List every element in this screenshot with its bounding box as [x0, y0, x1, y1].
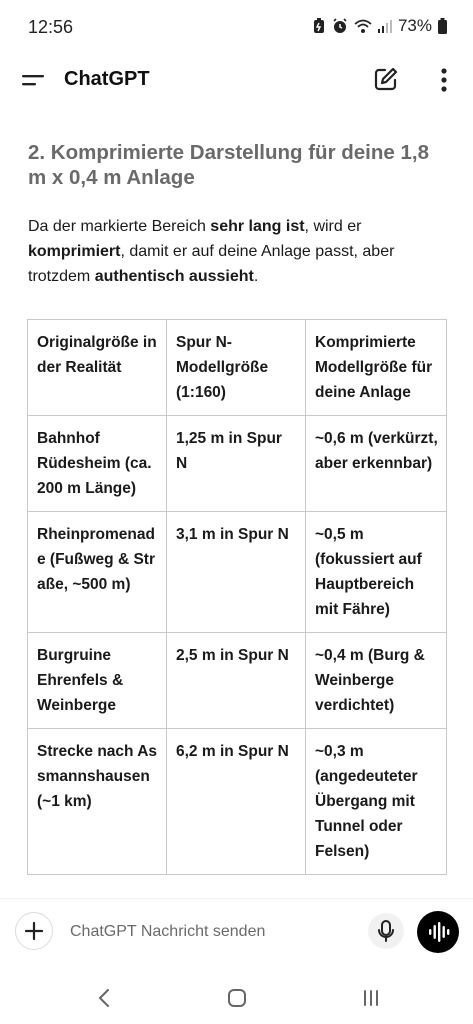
table-cell: ~0,5 m (fokussiert auf Hauptbereich mit Fähre)	[306, 512, 447, 633]
recent-apps-icon[interactable]	[360, 988, 382, 1008]
table-row	[28, 633, 447, 729]
attach-plus-button[interactable]	[15, 912, 53, 950]
intro-text-2: , wird er	[304, 218, 362, 235]
composer-bar	[0, 900, 473, 964]
table-cell: 6,2 m in Spur N	[167, 729, 306, 875]
table-cell: ~0,6 m (verkürzt, aber erkennbar)	[306, 416, 447, 512]
voice-mode-button[interactable]	[417, 911, 459, 953]
wifi-icon	[354, 18, 372, 34]
table-row	[28, 416, 447, 512]
status-icons	[312, 16, 447, 36]
table-cell: Strecke nach Assmannshausen (~1 km)	[28, 729, 167, 875]
system-navigation-bar	[0, 970, 473, 1024]
table-cell: 2,5 m in Spur N	[167, 633, 306, 729]
new-chat-edit-icon[interactable]	[373, 66, 399, 92]
table-cell: Burgruine Ehrenfels & Weinberge	[28, 633, 167, 729]
microphone-button[interactable]	[368, 913, 404, 949]
table-cell: ~0,3 m (angedeuteter Übergang mit Tunnel oder Felsen)	[306, 729, 447, 875]
table-header-row	[28, 320, 447, 416]
comparison-table	[27, 319, 447, 875]
message-content	[28, 140, 446, 305]
table-row	[28, 729, 447, 875]
table-cell: ~0,4 m (Burg & Weinberge verdichtet)	[306, 633, 447, 729]
status-time: 12:56	[28, 17, 74, 37]
table-cell: 1,25 m in Spur N	[167, 416, 306, 512]
menu-icon[interactable]	[22, 72, 46, 90]
table-row	[28, 512, 447, 633]
battery-saver-icon	[312, 18, 326, 34]
back-icon[interactable]	[96, 988, 112, 1008]
intro-bold-2: komprimiert	[28, 243, 121, 260]
intro-bold-3: authentisch aussieht	[94, 268, 254, 285]
intro-text-4: .	[253, 268, 259, 285]
message-input[interactable]	[68, 918, 352, 946]
intro-text-3: , damit er auf deine Anlage passt, aber trotzdem	[28, 243, 395, 285]
table-header-cell: Komprimierte Modellgröße für deine Anlage	[306, 320, 447, 416]
intro-paragraph	[28, 214, 446, 289]
table-header-cell: Originalgröße in der Realität	[28, 320, 167, 416]
battery-icon	[438, 18, 447, 34]
waveform-icon	[417, 911, 459, 953]
table-header-cell: Spur N-Modellgröße (1:160)	[167, 320, 306, 416]
battery-percent: 73%	[397, 16, 432, 35]
app-title: ChatGPT	[64, 68, 150, 90]
app-header	[0, 56, 473, 106]
intro-bold-1: sehr lang ist	[210, 218, 305, 235]
section-heading: 2. Komprimierte Darstellung für deine 1,8 m x 0,4 m Anlage	[28, 141, 429, 189]
home-icon[interactable]	[227, 988, 247, 1008]
table-cell: Rheinpromenade (Fußweg & Straße, ~500 m)	[28, 512, 167, 633]
signal-icon	[378, 18, 392, 34]
table-cell: 3,1 m in Spur N	[167, 512, 306, 633]
alarm-icon	[332, 18, 348, 34]
table-cell: Bahnhof Rüdesheim (ca. 200 m Länge)	[28, 416, 167, 512]
intro-text-1: Da der markierte Bereich	[28, 218, 211, 235]
status-bar	[0, 0, 473, 56]
more-options-icon[interactable]	[439, 66, 449, 94]
